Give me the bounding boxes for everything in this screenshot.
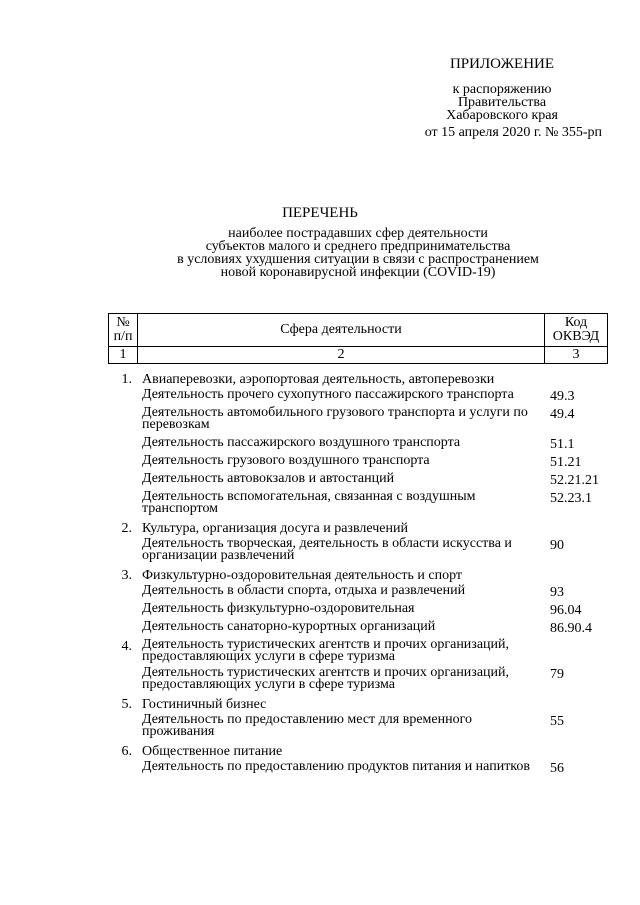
activity-row xyxy=(108,453,608,470)
section-title: Деятельность туристических агентств и прочих организаций, предоставляющих услуги в сфере туризма xyxy=(142,637,510,664)
activity-row xyxy=(108,583,608,600)
activity-row xyxy=(108,491,608,515)
section-title: Культура, организация досуга и развлечений xyxy=(142,521,408,536)
activity-label: Деятельность пассажирского воздушного транспорта xyxy=(142,435,461,450)
section-title: Авиаперевозки, аэропортовая деятельность, автоперевозки xyxy=(142,372,495,387)
section-number: 2. xyxy=(121,521,132,536)
activity-row xyxy=(108,387,608,404)
okved-code: 96.04 xyxy=(550,603,582,618)
okved-code: 52.23.1 xyxy=(550,491,592,506)
okved-code: 55 xyxy=(550,714,564,729)
activity-label: Деятельность по предоставлению продуктов питания и напитков xyxy=(142,759,531,774)
activity-label: Деятельность автомобильного грузового транспорта и услуги по перевозкам xyxy=(142,405,528,432)
activity-row xyxy=(108,407,608,431)
okved-code: 79 xyxy=(550,667,564,682)
subtitle-line: новой коронавирусной инфекции (COVID-19) xyxy=(220,265,496,280)
section-number: 6. xyxy=(121,744,132,759)
okved-code: 51.1 xyxy=(550,437,575,452)
activity-label: Деятельность по предоставлению мест для временного проживания xyxy=(142,712,472,739)
section-number: 1. xyxy=(121,372,132,387)
okved-code: 86.90.4 xyxy=(550,621,592,636)
appendix-line-1: к распоряжению xyxy=(452,82,552,97)
header-num xyxy=(109,314,138,347)
activity-row xyxy=(108,759,608,776)
activity-list xyxy=(108,372,608,779)
okved-code: 93 xyxy=(550,585,564,600)
okved-code: 49.3 xyxy=(550,389,575,404)
okved-code: 49.4 xyxy=(550,407,575,422)
activity-row xyxy=(108,619,608,636)
activity-row xyxy=(108,667,608,691)
header-num-line: № xyxy=(116,315,130,330)
document-subtitle xyxy=(0,227,640,279)
activity-row xyxy=(108,471,608,488)
activity-label: Деятельность прочего сухопутного пассажирского транспорта xyxy=(142,387,514,402)
section-title: Физкультурно-оздоровительная деятельность и спорт xyxy=(142,568,463,583)
section-title: Гостиничный бизнес xyxy=(142,697,267,712)
activity-label: Деятельность грузового воздушного транспорта xyxy=(142,453,430,468)
subtitle-line: наиболее пострадавших сфер деятельности xyxy=(228,226,488,241)
index-cell-2: 2 xyxy=(138,347,545,364)
section-number: 3. xyxy=(121,568,132,583)
appendix-date: от 15 апреля 2020 г. № 355-рп xyxy=(424,125,602,140)
index-cell-3: 3 xyxy=(545,347,608,364)
appendix-block xyxy=(402,56,602,140)
header-code-line: ОКВЭД xyxy=(552,329,600,344)
appendix-line-2: Правительства xyxy=(457,95,547,110)
section-heading xyxy=(108,639,608,667)
section-number: 4. xyxy=(121,639,132,654)
okved-code: 56 xyxy=(550,761,564,776)
appendix-line-3: Хабаровского края xyxy=(446,108,558,123)
activity-label: Деятельность физкультурно-оздоровительная xyxy=(142,601,415,616)
activity-row xyxy=(108,601,608,618)
header-code xyxy=(545,314,608,347)
section-title: Общественное питание xyxy=(142,744,283,759)
activity-label: Деятельность творческая, деятельность в области искусства и организации развлечений xyxy=(142,536,512,563)
okved-code: 52.21.21 xyxy=(550,473,599,488)
activity-label: Деятельность в области спорта, отдыха и развлечений xyxy=(142,583,466,598)
appendix-title: ПРИЛОЖЕНИЕ xyxy=(449,56,555,72)
table-header xyxy=(108,313,608,364)
subtitle-line: в условиях ухудшения ситуации в связи с распространением xyxy=(177,252,539,267)
activity-label: Деятельность автовокзалов и автостанций xyxy=(142,471,395,486)
activity-label: Деятельность санаторно-курортных организаций xyxy=(142,619,436,634)
header-num-line: п/п xyxy=(113,329,133,344)
activity-label: Деятельность туристических агентств и прочих организаций, предоставляющих услуги в сфере туризма xyxy=(142,665,510,692)
activity-row xyxy=(108,538,608,562)
okved-code: 90 xyxy=(550,538,564,553)
okved-code: 51.21 xyxy=(550,455,582,470)
header-sphere: Сфера деятельности xyxy=(138,314,545,347)
activity-label: Деятельность вспомогательная, связанная с воздушным транспортом xyxy=(142,489,476,516)
activity-row xyxy=(108,435,608,452)
subtitle-line: субъектов малого и среднего предпринимательства xyxy=(205,239,511,254)
index-cell-1: 1 xyxy=(109,347,138,364)
document-title: ПЕРЕЧЕНЬ xyxy=(282,205,358,221)
header-code-line: Код xyxy=(564,315,588,330)
activity-row xyxy=(108,714,608,738)
section-number: 5. xyxy=(121,697,132,712)
